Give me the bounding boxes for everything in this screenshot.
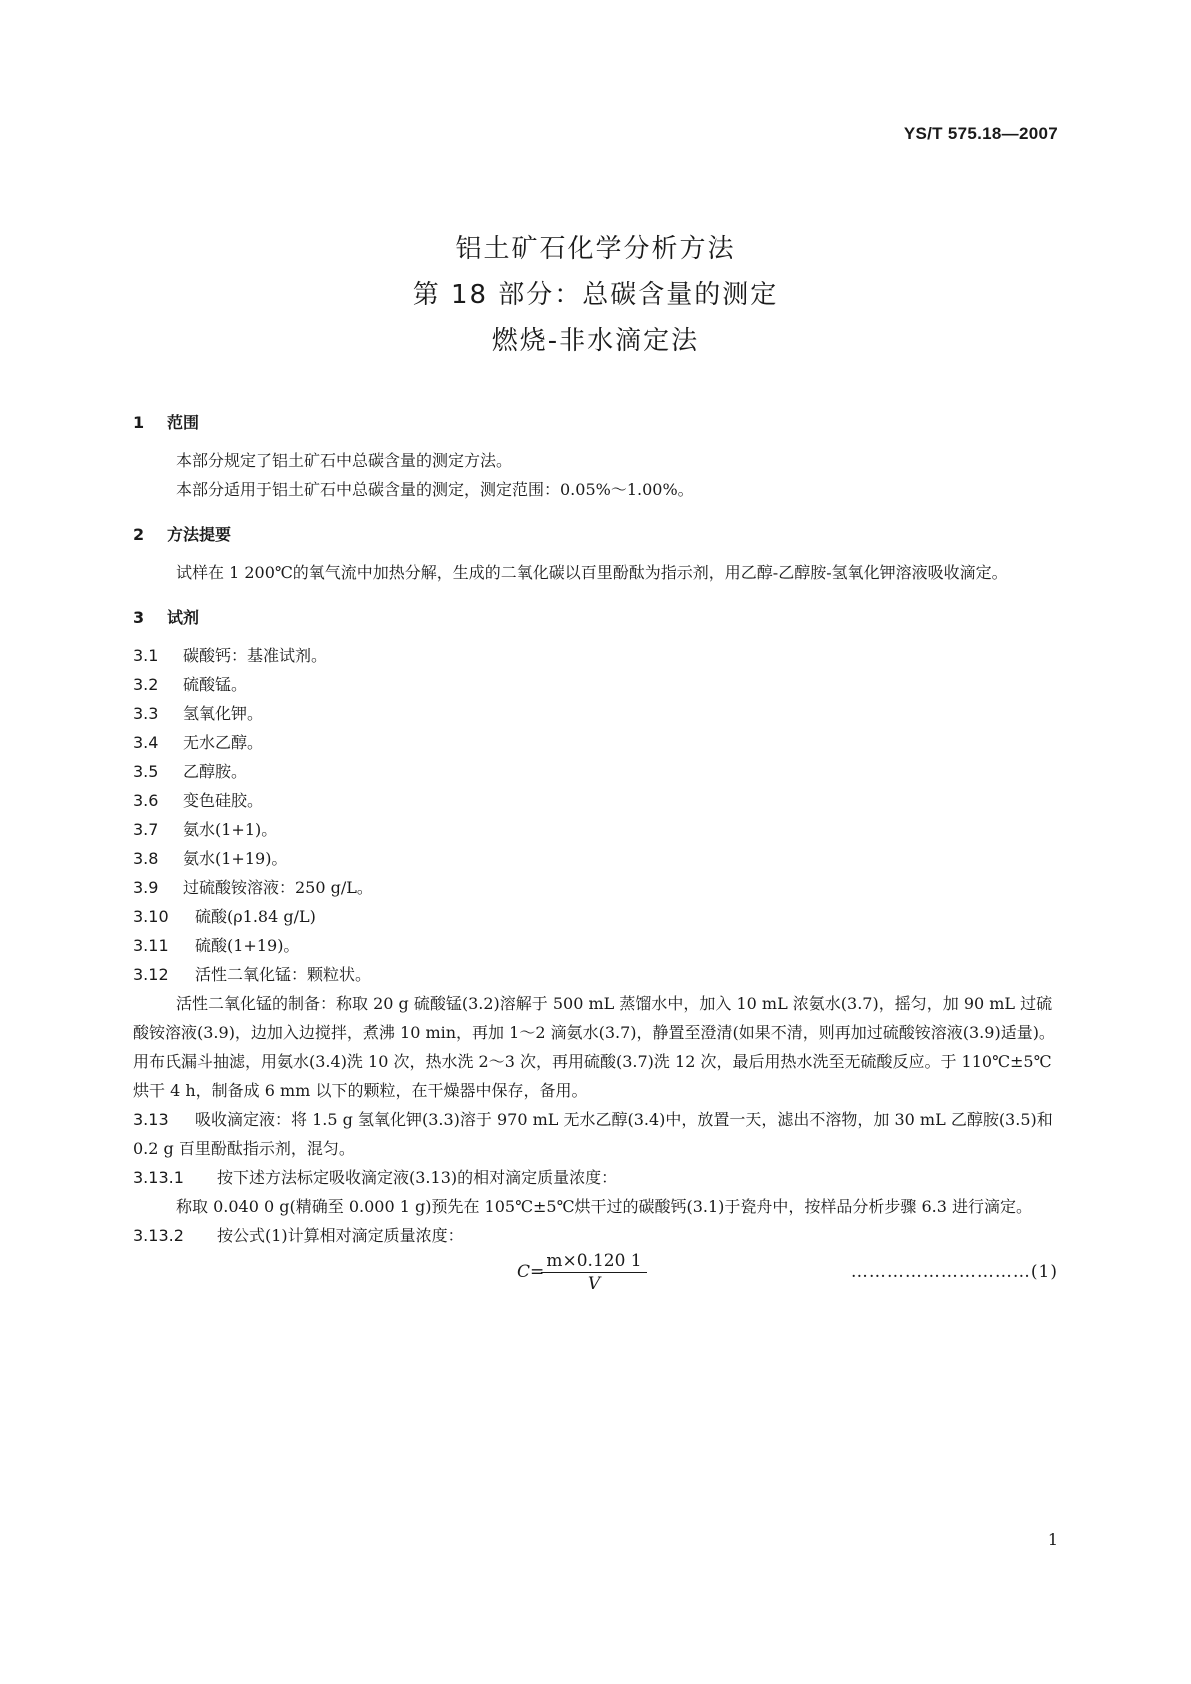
item-text: 活性二氧化锰：颗粒状。 xyxy=(195,965,372,984)
formula-1 xyxy=(133,1251,1058,1298)
item-text: 变色硅胶。 xyxy=(183,791,264,810)
section-title: 方法提要 xyxy=(167,525,232,544)
item-text: 氨水(1+19)。 xyxy=(183,849,288,868)
formula-numerator: m×0.120 1 xyxy=(541,1250,647,1273)
title-line-2: 第 18 部分：总碳含量的测定 xyxy=(412,280,779,310)
item-number: 3.11 xyxy=(133,936,169,955)
item-number: 3.13.1 xyxy=(133,1168,184,1187)
item-number: 3.3 xyxy=(133,704,159,723)
item-text: 过硫酸铵溶液：250 g/L。 xyxy=(183,878,373,897)
reagent-item xyxy=(133,670,1058,699)
reagent-item xyxy=(133,931,1058,960)
item-number: 3.2 xyxy=(133,675,159,694)
section-title: 范围 xyxy=(167,413,200,432)
item-text: 氨水(1+1)。 xyxy=(183,820,278,839)
item-number: 3.10 xyxy=(133,907,169,926)
item-number: 3.12 xyxy=(133,965,169,984)
calibration-paragraph: 称取 0.040 0 g(精确至 0.000 1 g)预先在 105℃±5℃烘干过的碳酸钙(3.1)于瓷舟中，按样品分析步骤 6.3 进行滴定。 xyxy=(176,1197,1033,1216)
formula-number: …………………………(1) xyxy=(850,1262,1058,1282)
item-number: 3.4 xyxy=(133,733,159,752)
section-3-heading xyxy=(133,605,1058,627)
item-3-13-2 xyxy=(133,1221,1058,1250)
item-3-13 xyxy=(133,1105,1058,1163)
mno2-preparation-paragraph: 活性二氧化锰的制备：称取 20 g 硫酸锰(3.2)溶解于 500 mL 蒸馏水中，加入 10 mL 浓氨水(3.7)，摇匀，加 90 mL 过硫酸铵溶液(3.9)，边加入边搅拌，煮沸 10 min，再加 1～2 滴氨水(3.7)，静置至澄清(如果不清，则再加过硫酸铵溶液(3.9)适量)。用布氏漏斗抽滤，用氨水(3.4)洗 10 次，热水洗 2～3 次，再用硫酸(3.7)洗 12 次，最后用热水洗至无硫酸反应。于 110℃±5℃烘干 4 h，制备成 6 mm 以下的颗粒，在干燥器中保存，备用。 xyxy=(133,994,1055,1100)
item-text: 按下述方法标定吸收滴定液(3.13)的相对滴定质量浓度： xyxy=(217,1168,618,1187)
section-number: 3 xyxy=(133,608,145,627)
formula-fraction xyxy=(541,1250,647,1295)
item-text: 硫酸(ρ1.84 g/L) xyxy=(195,907,316,926)
item-number: 3.1 xyxy=(133,646,159,665)
reagent-item xyxy=(133,902,1058,931)
scope-paragraph-1: 本部分规定了铝土矿石中总碳含量的测定方法。 xyxy=(176,451,513,470)
reagent-item xyxy=(133,699,1058,728)
item-text: 乙醇胺。 xyxy=(183,762,248,781)
item-number: 3.5 xyxy=(133,762,159,781)
section-number: 1 xyxy=(133,413,145,432)
formula-denominator: V xyxy=(587,1274,601,1294)
item-number: 3.13 xyxy=(133,1110,169,1129)
title-line-3: 燃烧-非水滴定法 xyxy=(491,326,700,356)
reagent-item xyxy=(133,728,1058,757)
item-text: 硫酸(1+19)。 xyxy=(195,936,300,955)
item-text: 碳酸钙：基准试剂。 xyxy=(183,646,328,665)
reagent-item xyxy=(133,844,1058,873)
reagent-item xyxy=(133,641,1058,670)
item-number: 3.9 xyxy=(133,878,159,897)
reagent-item xyxy=(133,786,1058,815)
scope-paragraph-2: 本部分适用于铝土矿石中总碳含量的测定，测定范围：0.05%～1.00%。 xyxy=(176,480,694,499)
section-1-heading xyxy=(133,410,1058,432)
item-text: 硫酸锰。 xyxy=(183,675,248,694)
item-number: 3.8 xyxy=(133,849,159,868)
item-text: 吸收滴定液：将 1.5 g 氢氧化钾(3.3)溶于 970 mL 无水乙醇(3.4)中，放置一天，滤出不溶物，加 30 mL 乙醇胺(3.5)和 0.2 g 百里酚酞指示剂，混匀。 xyxy=(133,1110,1053,1158)
standard-number: YS/T 575.18—2007 xyxy=(903,124,1058,143)
method-summary-paragraph: 试样在 1 200℃的氧气流中加热分解，生成的二氧化碳以百里酚酞为指示剂，用乙醇-乙醇胺-氢氧化钾溶液吸收滴定。 xyxy=(176,563,1008,582)
item-text: 按公式(1)计算相对滴定质量浓度： xyxy=(217,1226,464,1245)
title-line-1: 铝土矿石化学分析方法 xyxy=(455,234,736,264)
reagent-item xyxy=(133,815,1058,844)
section-2-heading xyxy=(133,522,1058,544)
item-number: 3.13.2 xyxy=(133,1226,184,1245)
item-number: 3.6 xyxy=(133,791,159,810)
section-number: 2 xyxy=(133,525,145,544)
item-number: 3.7 xyxy=(133,820,159,839)
formula-lhs: C= xyxy=(517,1262,545,1282)
reagent-item xyxy=(133,757,1058,786)
page-number: 1 xyxy=(1047,1530,1058,1549)
item-text: 无水乙醇。 xyxy=(183,733,264,752)
reagent-item xyxy=(133,960,1058,989)
document-body xyxy=(133,410,1058,1298)
section-title: 试剂 xyxy=(167,608,200,627)
item-3-13-1 xyxy=(133,1163,1058,1192)
reagent-item xyxy=(133,873,1058,902)
item-text: 氢氧化钾。 xyxy=(183,704,264,723)
